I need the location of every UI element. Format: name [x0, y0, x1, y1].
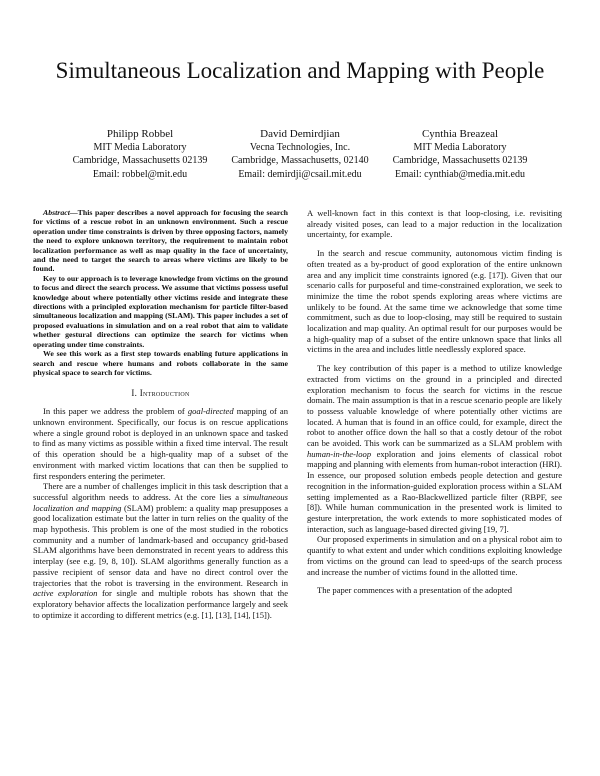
author-name: David Demirdjian [260, 128, 340, 140]
left-column [33, 208, 288, 620]
intro-paragraph-2: There are a number of challenges implicit in this task description that a successful algorithm needs to address. At the core lies a simultaneous localization and mapping (SLAM) problem: a quality map presupposes a good localization estimate but the latter in turn relies on the quality of the map hypothesis. This problem is one of the most studied in the robotics community and a number of landmark-based and occupancy grid-based SLAM algorithms have been demonstrated in recent years to address this interplay (see e.g. [9, 8, 10]). SLAM algorithms generally function as a passive recipient of sensor data and have no direct control over the trajectories that the robot is traversing in the environment. Research in active exploration for single and multiple robots has shown that the exploratory behavior affects the localization performance largely and seek to optimize it according to different metrics (e.g. [1], [13], [14], [15]). [33, 481, 288, 620]
body-paragraph: Our proposed experiments in simulation and on a physical robot aim to quantify to what extent and under which conditions exploiting knowledge from victims on the ground can lead to speed-ups of the search process and increase the number of victims found in the allotted time. [307, 534, 562, 577]
author-address: Cambridge, Massachusetts 02139 [392, 155, 528, 167]
body-paragraph: A well-known fact in this context is that loop-closing, i.e. revisiting already visited poses, can lead to a major reduction in the localization uncertainty, for example. [307, 208, 562, 240]
abstract [33, 208, 288, 377]
section-heading: I. Introduction [131, 388, 190, 399]
author-address: Cambridge, Massachusetts, 02140 [231, 155, 369, 167]
author-address: Cambridge, Massachusetts 02139 [72, 155, 208, 167]
author-affiliation: MIT Media Laboratory [413, 142, 507, 153]
intro-paragraph-1: In this paper we address the problem of goal-directed mapping of an unknown environment. Specifically, our focus is on rescue applications where a single ground robot is deployed in an unknown space and tasked to find as many victims as possible within a fixed time interval. The result of this operation should be a high-quality map of a subset of the environment with marked victim locations that can then be supplied to first responders entering the perimeter. [33, 406, 288, 481]
body-paragraph: The key contribution of this paper is a method to utilize knowledge extracted from victims on the ground in a principled and directed exploration mechanism to focus the search for victims in the rescue domain. The main assumption is that in a rescue scenario people are likely to possess valuable knowledge of where potentially other victims are located. A human that is found in an office could, for example, direct the robot to another office down the hall so that a costly detour of the robot can be avoided. This work can be summarized as a SLAM problem with human-in-the-loop exploration and joins elements of classical robot mapping and planning with elements from human-robot interaction (HRI). In essence, our proposed solution embeds people detection and gesture recognition in the information-guided exploration process within a SLAM setting implemented as a Rao-Blackwellized particle filter (RBPF, see [8]). While human communication in the presented work is limited to gesture interpretation, the work extends to more sophisticated modes of interaction, such as language-based directed giving [19, 7]. [307, 363, 562, 534]
author-affiliation: Vecna Technologies, Inc. [249, 142, 351, 153]
right-column [307, 208, 562, 596]
body-paragraph: The paper commences with a presentation of the adopted [317, 585, 513, 596]
author-block-3 [365, 127, 555, 181]
paper-title: Simultaneous Localization and Mapping with People [55, 58, 545, 83]
author-email: Email: robbel@mit.edu [92, 168, 188, 180]
author-email: Email: demirdji@csail.mit.edu [238, 168, 362, 180]
author-email: Email: cynthiab@media.mit.edu [394, 168, 525, 180]
author-affiliation: MIT Media Laboratory [93, 142, 187, 153]
abstract-paragraph-3: We see this work as a first step towards enabling future applications in search and rescue where humans and robots collaborate in the same physical space to search for victims. [33, 349, 288, 377]
abstract-paragraph-2: Key to our approach is to leverage knowledge from victims on the ground to focus and direct the search process. We assume that victims possess useful knowledge about where potentially other victims reside and integrate these directions with a principled exploration mechanism for particle filter-based simultaneous localization and mapping (SLAM). This paper includes a set of proposed evaluations in simulation and on a real robot that aim to validate whether gestural directions can optimize the search for victims when operating under time constraints. [33, 273, 288, 349]
body-paragraph: In the search and rescue community, autonomous victim finding is often treated as a by-product of good exploration of the entire unknown area and any implicit time constraints ignored (e.g. [17]). Given that our scenario calls for purposeful and time-constrained exploration, we seek to minimize the time the robot spends exploring areas where victims are unlikely to be found. At the same time we acknowledge that some time commitment, such as due to loop-closing, may still be required to sustain localization and map quality. An optimal result for our purposes would be a high-quality map of a subset of the entire unknown space that links all victims in the area and includes little needlessly explored space. [307, 248, 562, 355]
abstract-paragraph-1: Abstract—This paper describes a novel approach for focusing the search for victims of a rescue robot in an unknown environment. Such a rescue operation under time constraints is driven by three opposing factors, namely the need to explore unknown territory, the requirement to maintain robot localization performance as well as map quality in the face of uncertainty, and the need to target the search to areas where victims are likely to be found. [33, 208, 288, 274]
abstract-lead: Abstract [43, 208, 70, 217]
author-name: Cynthia Breazeal [421, 128, 499, 140]
author-name: Philipp Robbel [106, 128, 174, 140]
